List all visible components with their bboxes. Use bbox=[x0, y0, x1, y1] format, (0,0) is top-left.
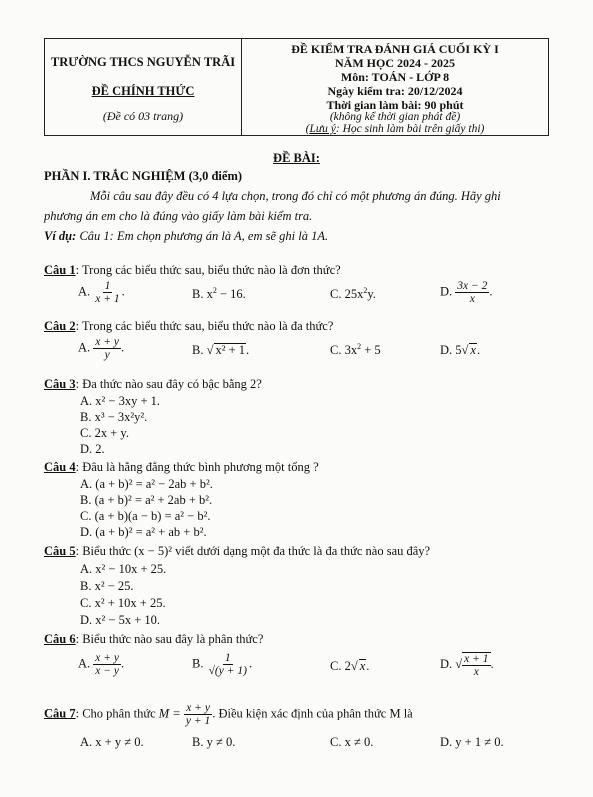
q3-option-a: A. x² − 3xy + 1. bbox=[80, 394, 161, 408]
question-1: Câu 1: Trong các biểu thức sau, biểu thức nào là đơn thức? bbox=[44, 263, 341, 277]
q1-option-d: D. $\frac{3x - 2}{x}$ . bbox=[440, 280, 493, 305]
question-6: Câu 6: Biểu thức nào sau đây là phân thức? bbox=[44, 632, 264, 646]
school-name: TRƯỜNG THCS NGUYỄN TRÃI bbox=[50, 55, 236, 69]
page-count: (Đề có 03 trang) bbox=[102, 109, 184, 123]
header-right bbox=[242, 39, 548, 135]
exam-title: ĐỀ KIỂM TRA ĐÁNH GIÁ CUỐI KỲ I bbox=[291, 42, 499, 56]
q6-option-a: A. $\frac{x + y}{x - y}$ . bbox=[78, 652, 125, 677]
q5-option-b: B. x² − 25. bbox=[80, 579, 134, 593]
exam-date: Ngày kiểm tra: 20/12/2024 bbox=[327, 84, 463, 98]
official-label: ĐỀ CHÍNH THỨC bbox=[91, 84, 195, 98]
instruction-line2: phương án em cho là đúng vào giấy làm bài kiểm tra. bbox=[44, 209, 313, 223]
q5-option-c: C. x² + 10x + 25. bbox=[80, 596, 166, 610]
q2-option-b: B. √ x² + 1. bbox=[192, 343, 250, 357]
q6-option-c: C. 2√ x. bbox=[330, 659, 370, 673]
duration: Thời gian làm bài: 90 phút bbox=[326, 98, 464, 112]
part1-heading: PHẦN I. TRẮC NGHIỆM (3,0 điểm) bbox=[44, 169, 243, 183]
q2-option-a: A. $\frac{x + y}{y}$ . bbox=[78, 336, 125, 361]
student-note: (Lưu ý: Học sinh làm bài trên giấy thi) bbox=[305, 123, 485, 135]
q6-option-b: B. $\frac{1}{√(y + 1)}$ . bbox=[192, 652, 253, 677]
header-left bbox=[45, 39, 242, 135]
q2-option-d: D. 5√ x. bbox=[440, 343, 481, 357]
duration-note: (không kể thời gian phát đề) bbox=[329, 111, 461, 123]
q7-option-d: D. y + 1 ≠ 0. bbox=[440, 735, 504, 749]
q5-option-d: D. x² − 5x + 10. bbox=[80, 613, 161, 627]
de-bai-heading: ĐỀ BÀI: bbox=[273, 151, 320, 165]
q4-option-a: A. (a + b)² = a² − 2ab + b². bbox=[80, 477, 213, 491]
question-7: Câu 7: Cho phân thức M = $\frac{x + y}{y + 1}$ . Điều kiện xác định của phân thức M là bbox=[44, 702, 413, 727]
q7-option-c: C. x ≠ 0. bbox=[330, 735, 374, 749]
q3-option-b: B. x³ − 3x²y². bbox=[80, 410, 148, 424]
subject: Môn: TOÁN - LỚP 8 bbox=[340, 70, 450, 84]
q4-option-b: B. (a + b)² = a² + 2ab + b². bbox=[80, 493, 213, 507]
q7-option-a: A. x + y ≠ 0. bbox=[80, 735, 144, 749]
q2-option-c: C. $3x^2 + 5$ bbox=[330, 341, 381, 357]
example-line: Ví dụ: Câu 1: Em chọn phương án là A, em sẽ ghi là 1A. bbox=[44, 229, 329, 243]
school-year: NĂM HỌC 2024 - 2025 bbox=[335, 56, 455, 70]
question-4: Câu 4: Đâu là hằng đẳng thức bình phương một tổng ? bbox=[44, 460, 319, 474]
q3-option-d: D. 2. bbox=[80, 442, 105, 456]
q4-option-d: D. (a + b)² = a² + ab + b². bbox=[80, 525, 207, 539]
q1-option-b: B. $x^2 - 16$. bbox=[192, 285, 246, 301]
q7-option-b: B. y ≠ 0. bbox=[192, 735, 236, 749]
exam-header bbox=[44, 38, 549, 136]
q5-option-a: A. x² − 10x + 25. bbox=[80, 562, 167, 576]
instruction-line1: Mỗi câu sau đây đều có 4 lựa chọn, trong đó chỉ có một phương án đúng. Hãy ghi bbox=[90, 189, 501, 203]
q6-option-d: D. √ $\frac{x + 1}{x}$ . bbox=[440, 653, 494, 678]
question-3: Câu 3: Đa thức nào sau đây có bậc bằng 2? bbox=[44, 377, 262, 391]
q1-option-c: C. $25x^2y$. bbox=[330, 285, 376, 301]
q3-option-c: C. 2x + y. bbox=[80, 426, 129, 440]
q1-option-a: A. $\frac{1}{x + 1}$ . bbox=[78, 280, 125, 305]
question-2: Câu 2: Trong các biểu thức sau, biểu thức nào là đa thức? bbox=[44, 319, 334, 333]
q4-option-c: C. (a + b)(a − b) = a² − b². bbox=[80, 509, 211, 523]
question-5: Câu 5: Biểu thức (x − 5)² viết dưới dạng một đa thức là đa thức nào sau đây? bbox=[44, 544, 431, 558]
